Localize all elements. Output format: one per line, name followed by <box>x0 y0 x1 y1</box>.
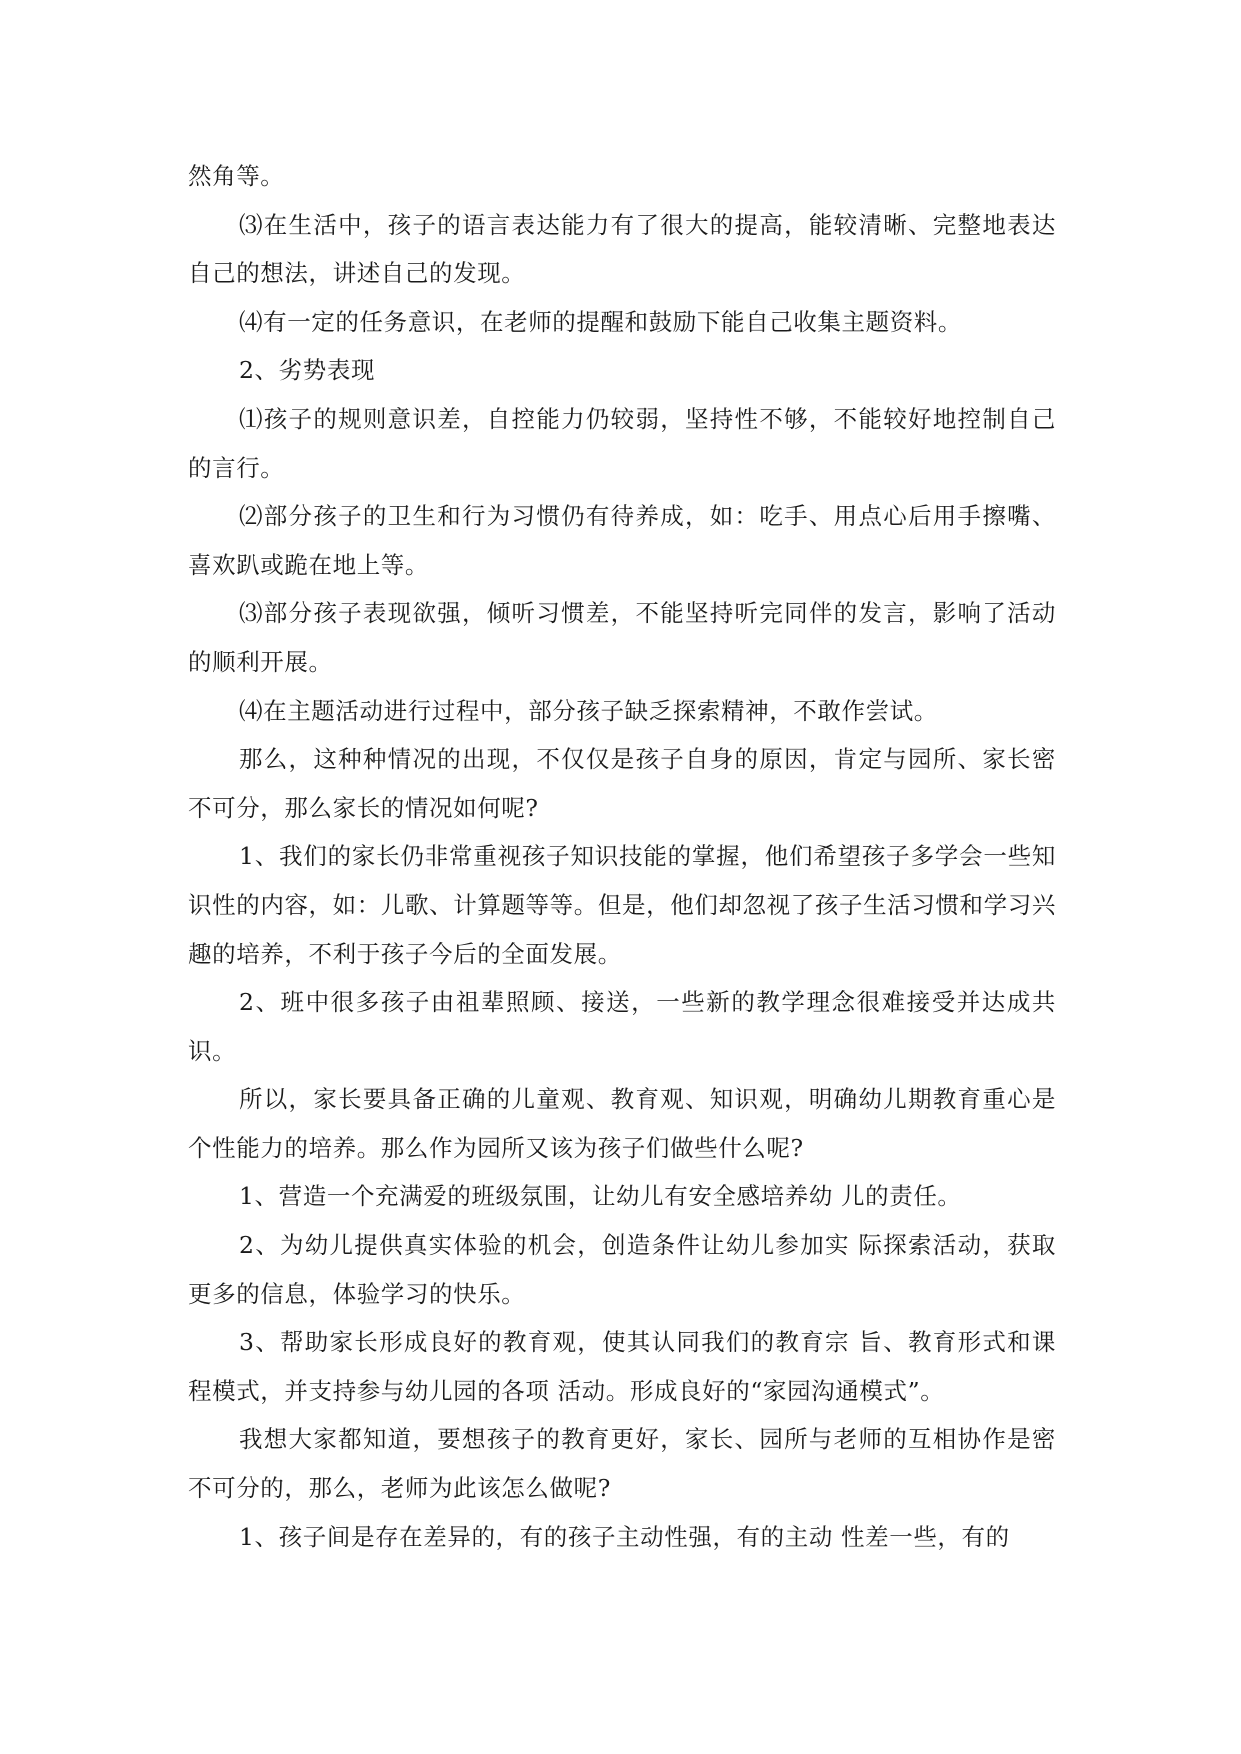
paragraph: ⑷在主题活动进行过程中，部分孩子缺乏探索精神，不敢作尝试。 <box>239 696 938 725</box>
paragraph: 3、帮助家长形成良好的教育观，使其认同我们的教育宗 旨、教育形式和课程模式，并支持参与幼儿园的各项 活动。形成良好的“家园沟通模式”。 <box>188 1328 1056 1405</box>
paragraph: 2、为幼儿提供真实体验的机会，创造条件让幼儿参加实 际探索活动，获取更多的信息，体验学习的快乐。 <box>188 1231 1056 1308</box>
paragraph: 那么，这种种情况的出现，不仅仅是孩子自身的原因，肯定与园所、家长密不可分，那么家长的情况如何呢? <box>188 745 1056 822</box>
paragraph: ⑵部分孩子的卫生和行为习惯仍有待养成，如：吃手、用点心后用手擦嘴、喜欢趴或跪在地上等。 <box>188 502 1056 579</box>
paragraph: ⑶部分孩子表现欲强，倾听习惯差，不能坚持听完同伴的发言，影响了活动的顺利开展。 <box>188 599 1056 676</box>
paragraph: 1、孩子间是存在差异的，有的孩子主动性强，有的主动 性差一些，有的 <box>239 1522 1010 1551</box>
paragraph: 1、我们的家长仍非常重视孩子知识技能的掌握，他们希望孩子多学会一些知识性的内容，如：儿歌、计算题等等。但是，他们却忽视了孩子生活习惯和学习兴趣的培养，不利于孩子今后的全面发展。 <box>188 842 1056 968</box>
document-body <box>188 152 1056 1561</box>
paragraph: 所以，家长要具备正确的儿童观、教育观、知识观，明确幼儿期教育重心是个性能力的培养。那么作为园所又该为孩子们做些什么呢? <box>188 1085 1056 1162</box>
paragraph: ⑴孩子的规则意识差，自控能力仍较弱，坚持性不够，不能较好地控制自己的言行。 <box>188 404 1056 482</box>
paragraph: 1、营造一个充满爱的班级氛围，让幼儿有安全感培养幼 儿的责任。 <box>239 1182 962 1211</box>
paragraph: 我想大家都知道，要想孩子的教育更好，家长、园所与老师的互相协作是密不可分的，那么，老师为此该怎么做呢? <box>188 1425 1056 1503</box>
paragraph: ⑷有一定的任务意识，在老师的提醒和鼓励下能自己收集主题资料。 <box>239 307 962 336</box>
paragraph: 2、班中很多孩子由祖辈照顾、接送，一些新的教学理念很难接受并达成共识。 <box>188 988 1056 1065</box>
paragraph: ⑶在生活中，孩子的语言表达能力有了很大的提高，能较清晰、完整地表达自己的想法，讲述自己的发现。 <box>188 210 1056 288</box>
section-heading: 2、劣势表现 <box>239 356 376 385</box>
paragraph: 然角等。 <box>188 162 285 190</box>
